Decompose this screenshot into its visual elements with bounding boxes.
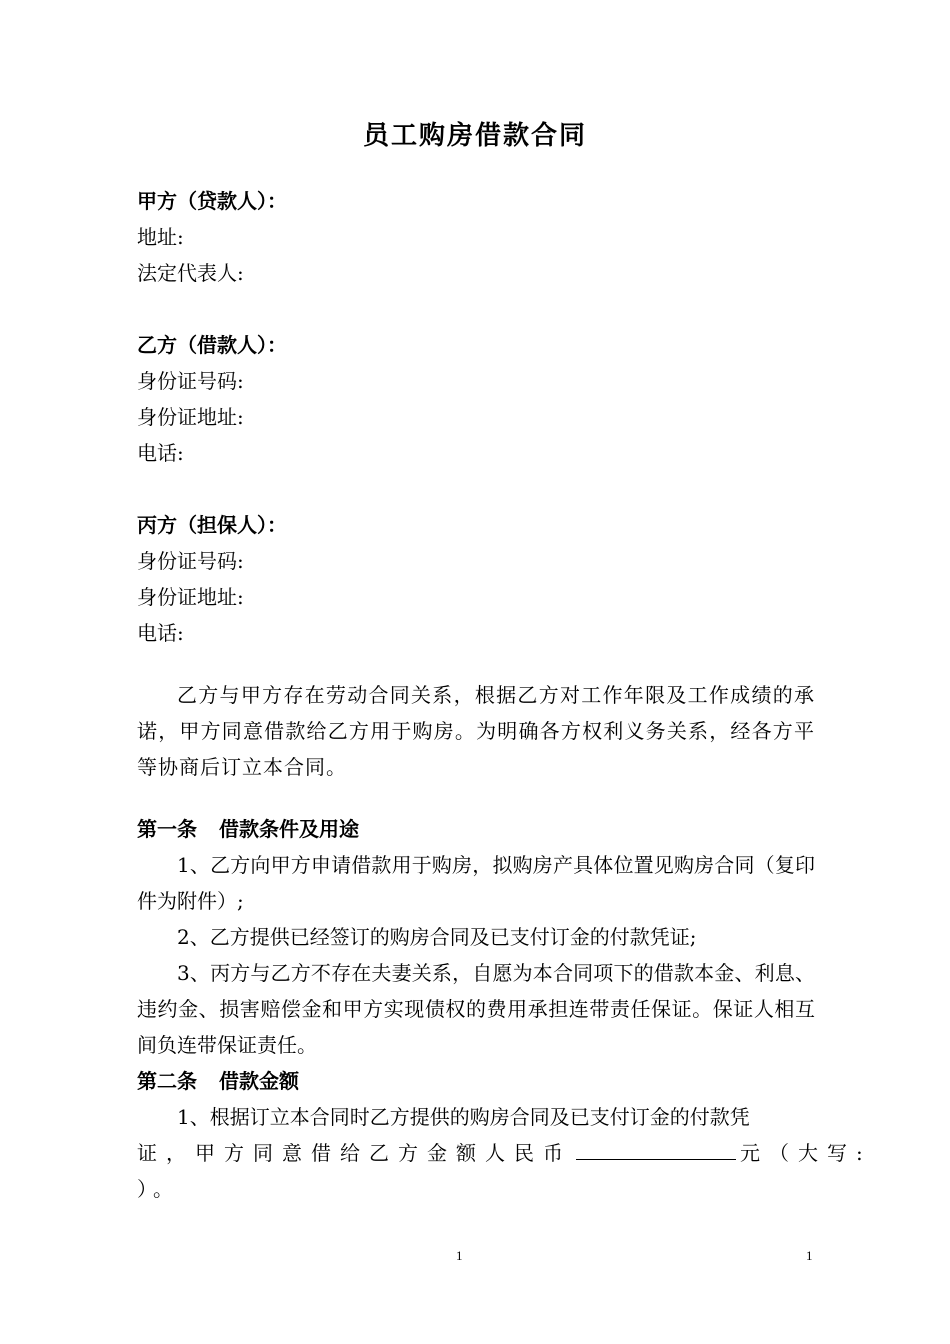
party-a-legal-rep: 法定代表人:: [137, 261, 244, 285]
amount-blank-field: [576, 1137, 736, 1160]
article-1-item-2: 2、乙方提供已经签订的购房合同及已支付订金的付款凭证;: [177, 925, 697, 949]
party-a-address: 地址:: [137, 225, 184, 249]
article-2-amount-suffix: 元（大写:: [740, 1141, 872, 1165]
article-1-number: 第一条: [137, 817, 197, 841]
page-number-right: 1: [806, 1248, 813, 1263]
preamble-paragraph: 乙方与甲方存在劳动合同关系，根据乙方对工作年限及工作成绩的承诺，甲方同意借款给乙方用于购房。为明确各方权利义务关系，经各方平等协商后订立本合同。: [137, 683, 815, 779]
article-1-heading: [137, 811, 815, 847]
article-2-title: 借款金额: [219, 1069, 299, 1093]
article-2-item-1-line-2: [137, 1135, 872, 1171]
party-b-id-no: 身份证号码:: [137, 369, 244, 393]
page-number-center: 1: [456, 1248, 463, 1263]
article-1-title: 借款条件及用途: [219, 817, 359, 841]
party-c-heading: 丙方（担保人）：: [137, 513, 287, 537]
article-2-number: 第二条: [137, 1069, 197, 1093]
party-a-heading: 甲方（贷款人）：: [137, 189, 287, 213]
party-b-id-address: 身份证地址:: [137, 405, 244, 429]
article-1-item-1: 1、乙方向甲方申请借款用于购房，拟购房产具体位置见购房合同（复印件为附件）;: [137, 853, 815, 913]
party-c-phone: 电话:: [137, 621, 184, 645]
party-c-id-address: 身份证地址:: [137, 585, 244, 609]
article-2-item-1-line-1: 1、根据订立本合同时乙方提供的购房合同及已支付订金的付款凭: [177, 1105, 750, 1129]
party-b-heading: 乙方（借款人）：: [137, 333, 287, 357]
article-2-amount-prefix: 证，甲方同意借给乙方金额人民币: [137, 1141, 572, 1165]
document-title: 员工购房借款合同: [362, 121, 587, 151]
party-c-id-no: 身份证号码:: [137, 549, 244, 573]
document-body: [137, 183, 872, 1207]
article-2-item-1-line-3: ）。: [137, 1177, 179, 1201]
article-2-heading: [137, 1063, 815, 1099]
article-1-item-3: 3、丙方与乙方不存在夫妻关系，自愿为本合同项下的借款本金、利息、违约金、损害赔偿金和甲方实现债权的费用承担连带责任保证。保证人相互间负连带保证责任。: [137, 961, 815, 1057]
party-b-phone: 电话:: [137, 441, 184, 465]
